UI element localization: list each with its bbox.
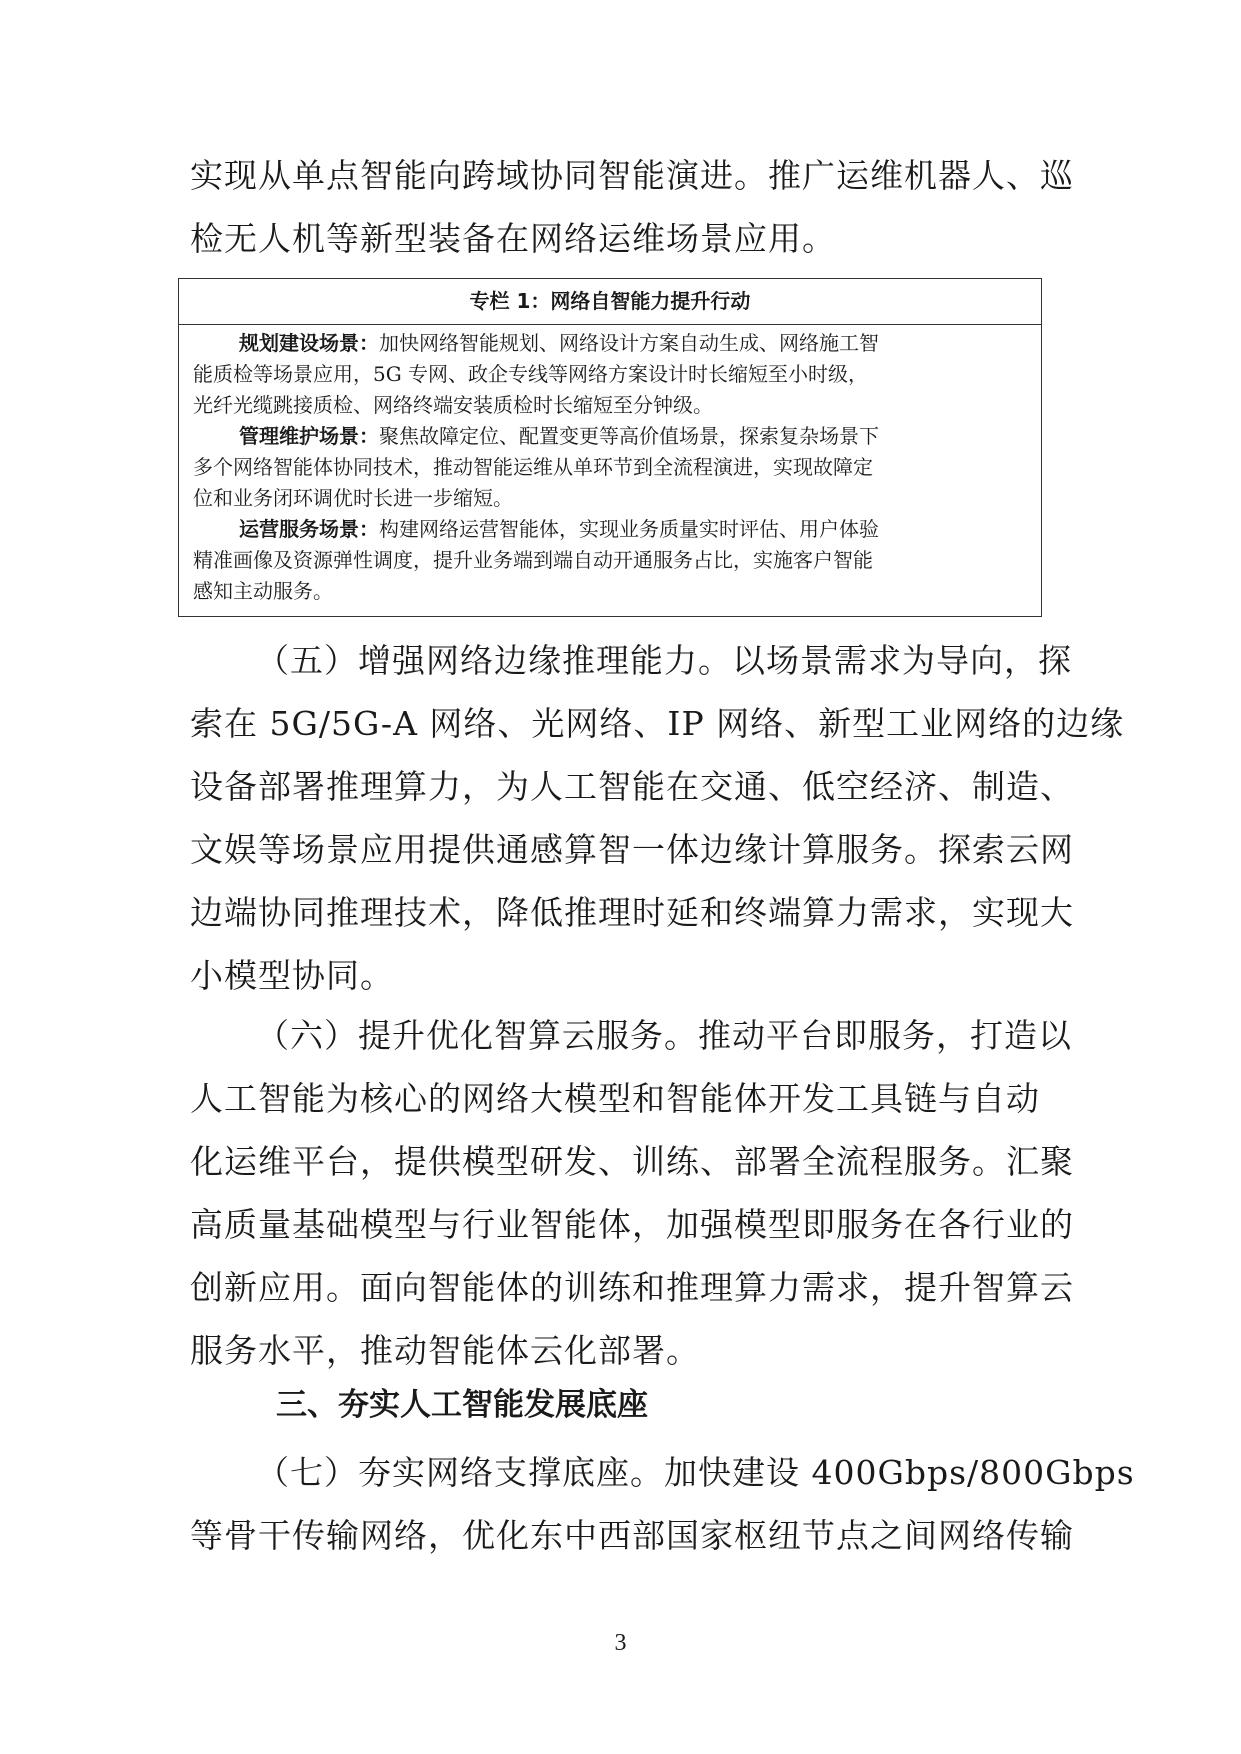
text-line: 化运维平台，提供模型研发、训练、部署全流程服务。汇聚	[190, 1142, 1074, 1181]
text-line: 光纤光缆跳接质检、网络终端安装质检时长缩短至分钟级。	[193, 393, 713, 417]
text-line: 边端协同推理技术，降低推理时延和终端算力需求，实现大	[190, 893, 1074, 932]
text-line: 构建网络运营智能体，实现业务质量实时评估、用户体验	[379, 517, 879, 541]
text-line: 文娱等场景应用提供通感算智一体边缘计算服务。探索云网	[190, 830, 1074, 869]
box-item-lead: 管理维护场景：	[239, 424, 379, 448]
text-line: 等骨干传输网络，优化东中西部国家枢纽节点之间网络传输	[190, 1516, 1074, 1555]
page-number: 3	[614, 1630, 627, 1656]
text-line: 小模型协同。	[190, 956, 394, 995]
section-6-paragraph	[190, 1004, 1074, 1382]
text-line: 加快网络智能规划、网络设计方案自动生成、网络施工智	[379, 331, 879, 355]
text-line: 感知主动服务。	[193, 579, 333, 603]
text-line: （五）增强网络边缘推理能力。以场景需求为导向，探	[256, 641, 1072, 680]
box-item-first-line	[193, 421, 1027, 452]
text-line: （六）提升优化智算云服务。推动平台即服务，打造以	[256, 1016, 1072, 1055]
box-title: 专栏 1：网络自智能力提升行动	[179, 279, 1041, 325]
text-line: 设备部署推理算力，为人工智能在交通、低空经济、制造、	[190, 767, 1074, 806]
sidebar-box	[178, 278, 1042, 617]
intro-paragraph	[190, 144, 1074, 270]
box-item-first-line	[193, 514, 1027, 545]
text-line: 实现从单点智能向跨域协同智能演进。推广运维机器人、巡	[190, 156, 1074, 195]
box-body	[179, 325, 1041, 607]
text-line: 聚焦故障定位、配置变更等高价值场景，探索复杂场景下	[379, 424, 879, 448]
text-line: 索在 5G/5G-A 网络、光网络、IP 网络、新型工业网络的边缘	[190, 704, 1125, 743]
text-line: （七）夯实网络支撑底座。加快建设 400Gbps/800Gbps	[256, 1453, 1135, 1492]
text-line: 多个网络智能体协同技术，推动智能运维从单环节到全流程演进，实现故障定	[193, 455, 873, 479]
text-line: 精准画像及资源弹性调度，提升业务端到端自动开通服务占比，实施客户智能	[193, 548, 873, 572]
box-item-lead: 运营服务场景：	[239, 517, 379, 541]
section-7-paragraph	[190, 1441, 1135, 1567]
box-item	[193, 514, 1027, 607]
text-line: 检无人机等新型装备在网络运维场景应用。	[190, 219, 836, 258]
text-line: 服务水平，推动智能体云化部署。	[190, 1331, 700, 1370]
box-item	[193, 328, 1027, 421]
box-item-lead: 规划建设场景：	[239, 331, 379, 355]
text-line: 高质量基础模型与行业智能体，加强模型即服务在各行业的	[190, 1205, 1074, 1244]
box-item-first-line	[193, 328, 1027, 359]
text-line: 人工智能为核心的网络大模型和智能体开发工具链与自动	[190, 1079, 1040, 1118]
text-line: 位和业务闭环调优时长进一步缩短。	[193, 486, 513, 510]
box-item	[193, 421, 1027, 514]
text-line: 能质检等场景应用，5G 专网、政企专线等网络方案设计时长缩短至小时级，	[193, 362, 869, 386]
text-line: 创新应用。面向智能体的训练和推理算力需求，提升智算云	[190, 1268, 1074, 1307]
section-5-paragraph	[190, 629, 1125, 1007]
section-heading: 三、夯实人工智能发展底座	[276, 1387, 648, 1423]
